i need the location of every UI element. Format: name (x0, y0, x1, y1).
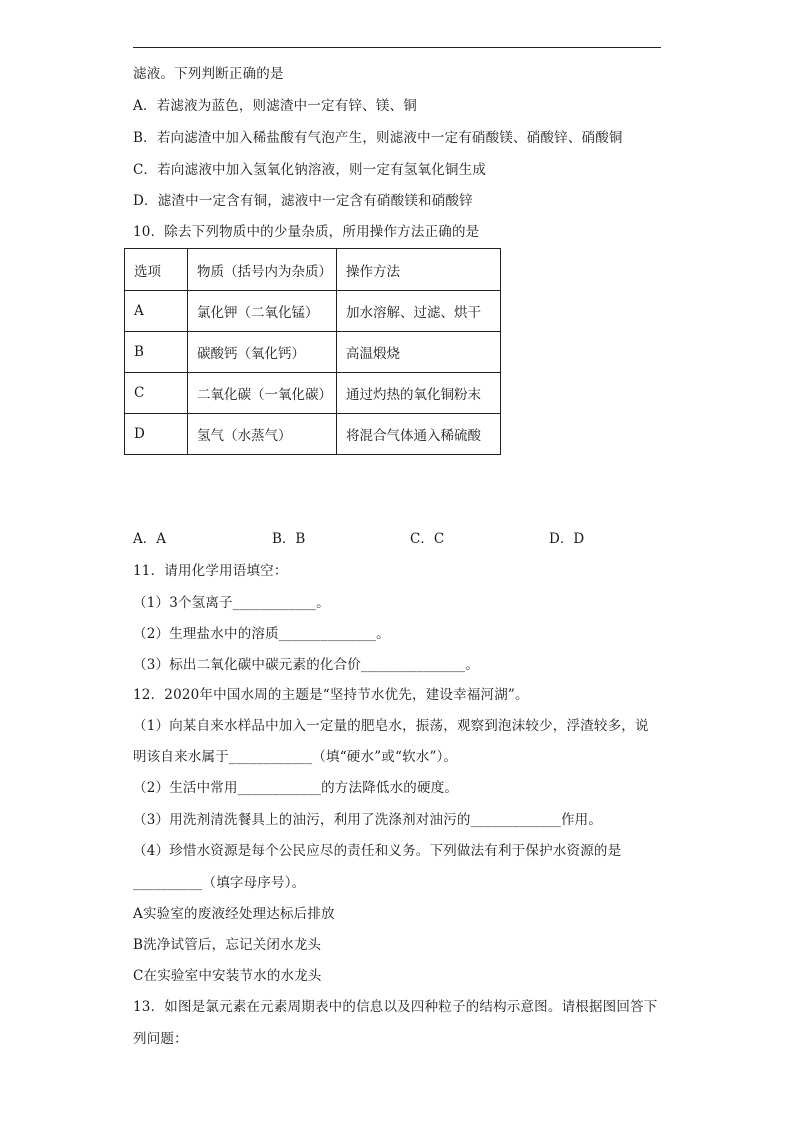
table-header-row (125, 249, 501, 291)
table-cell: 高温煅烧 (337, 332, 501, 373)
q9-stem-tail: 滤液。下列判断正确的是 (133, 66, 284, 82)
q13-stem: 13．如图是氯元素在元素周期表中的信息以及四种粒子的结构示意图。请根据图回答下 (133, 999, 658, 1015)
q13-stem-cont: 列问题： (133, 1031, 188, 1047)
q12-part-3: （3）用洗剂清洗餐具上的油污，利用了洗涤剂对油污的_____________作用。 (133, 812, 603, 828)
table-cell: 通过灼热的氧化铜粉末 (337, 373, 501, 414)
table-header-cell: 物质（括号内为杂质） (188, 249, 337, 291)
q11-part-2: （2）生理盐水中的溶质______________。 (133, 626, 390, 642)
table-row (125, 373, 501, 414)
table-cell: 加水溶解、过滤、烘干 (337, 291, 501, 332)
table-header-cell: 选项 (125, 249, 188, 291)
q11-part-1: （1）3个氢离子____________。 (133, 595, 330, 611)
table-row (125, 291, 501, 332)
table-cell: 二氧化碳（一氧化碳） (188, 373, 337, 414)
table-cell: C (125, 373, 188, 414)
q12-part-1-cont: 明该自来水属于____________（填“硬水”或“软水”）。 (133, 749, 458, 765)
table-cell: 氢气（水蒸气） (188, 414, 337, 455)
q9-option-d: D．滤渣中一定含有铜，滤液中一定含有硝酸镁和硝酸锌 (133, 193, 473, 209)
q9-option-c: C．若向滤液中加入氢氧化钠溶液，则一定有氢氧化铜生成 (133, 162, 487, 178)
q12-part-1: （1）向某自来水样品中加入一定量的肥皂水，振荡，观察到泡沫较少，浮渣较多，说 (133, 718, 649, 734)
table-cell: B (125, 332, 188, 373)
q10-choice-a: A．A (133, 531, 166, 547)
q12-choice-c: C在实验室中安装节水的水龙头 (133, 968, 322, 984)
table-cell: 将混合气体通入稀硫酸 (337, 414, 501, 455)
q10-choice-d: D．D (549, 531, 585, 547)
q12-choice-a: A实验室的废液经处理达标后排放 (133, 906, 335, 922)
q12-choice-b: B洗净试管后，忘记关闭水龙头 (133, 937, 322, 953)
q12-part-2: （2）生活中常用____________的方法降低水的硬度。 (133, 780, 459, 796)
table-cell: 碳酸钙（氧化钙） (188, 332, 337, 373)
q10-choice-b: B．B (272, 531, 306, 547)
table-cell: A (125, 291, 188, 332)
q9-option-b: B．若向滤渣中加入稀盐酸有气泡产生，则滤液中一定有硝酸镁、硝酸锌、硝酸铜 (133, 130, 623, 146)
q10-choice-c: C．C (410, 531, 445, 547)
table-row (125, 414, 501, 455)
q10-stem: 10．除去下列物质中的少量杂质，所用操作方法正确的是 (133, 224, 480, 240)
q12-part-4-cont: __________（填字母序号）。 (133, 875, 306, 891)
q11-part-3: （3）标出二氧化碳中碳元素的化合价_______________。 (133, 657, 479, 673)
q12-part-4: （4）珍惜水资源是每个公民应尽的责任和义务。下列做法有利于保护水资源的是 (133, 843, 622, 859)
table-cell: D (125, 414, 188, 455)
q12-stem: 12．2020年中国水周的主题是“坚持节水优先，建设幸福河湖”。 (133, 687, 529, 703)
header-rule (133, 47, 661, 48)
table-cell: 氯化钾（二氧化锰） (188, 291, 337, 332)
q9-option-a: A．若滤液为蓝色，则滤渣中一定有锌、镁、铜 (133, 98, 417, 114)
q11-stem: 11．请用化学用语填空： (133, 563, 288, 579)
q10-table (124, 248, 501, 455)
table-header-cell: 操作方法 (337, 249, 501, 291)
table-row (125, 332, 501, 373)
